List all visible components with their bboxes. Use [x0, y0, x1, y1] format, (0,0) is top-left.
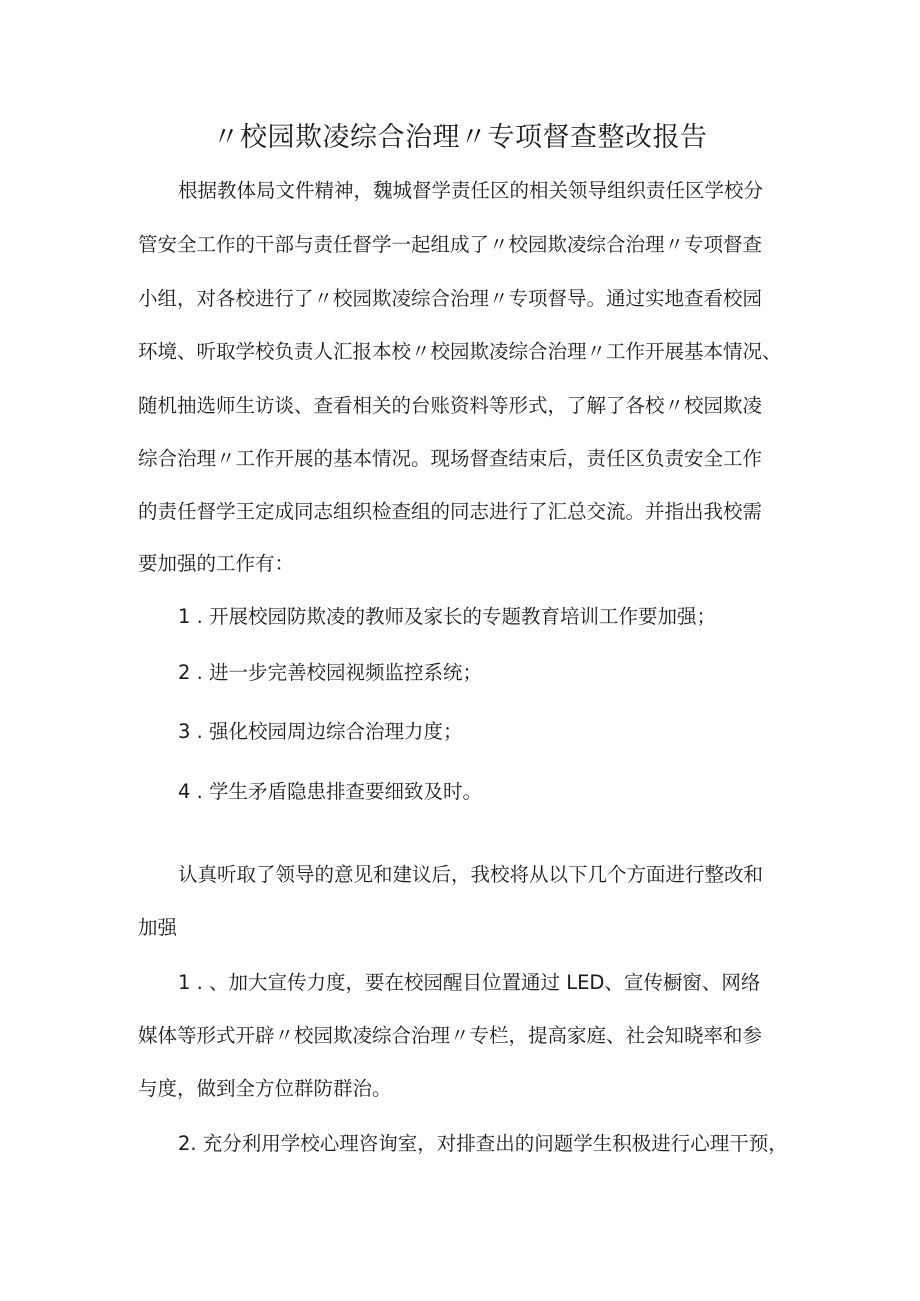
- intro-line: 综合治理〃工作开展的基本情况。现场督查结束后，责任区负责安全工作: [138, 447, 763, 470]
- issue-item: 1 . 开展校园防欺凌的教师及家长的专题教育培训工作要加强；: [178, 605, 717, 628]
- issue-item: 3 . 强化校园周边综合治理力度；: [178, 720, 463, 743]
- response-line: 加强: [138, 916, 178, 939]
- response-line: 认真听取了领导的意见和建议后，我校将从以下几个方面进行整改和: [178, 863, 764, 886]
- intro-line: 根据教体局文件精神，魏城督学责任区的相关领导组织责任区学校分: [178, 179, 764, 202]
- measure-line: 2. 充分利用学校心理咨询室，对排查出的问题学生积极进行心理干预，: [178, 1132, 788, 1155]
- intro-line: 随机抽选师生访谈、查看相关的台账资料等形式，了解了各校〃校园欺凌: [138, 394, 763, 417]
- intro-line: 环境、听取学校负责人汇报本校〃校园欺凌综合治理〃工作开展基本情况、: [138, 340, 782, 363]
- issue-item: 4 . 学生矛盾隐患排查要细致及时。: [178, 780, 483, 803]
- intro-line: 要加强的工作有：: [138, 552, 295, 575]
- issue-item: 2 . 进一步完善校园视频监控系统；: [178, 661, 483, 684]
- page-title: 〃校园欺凌综合治理〃专项督查整改报告: [212, 122, 708, 153]
- measure-line: 与度，做到全方位群防群治。: [138, 1077, 392, 1100]
- intro-line: 的责任督学王定成同志组织检查组的同志进行了汇总交流。并指出我校需: [138, 500, 763, 523]
- intro-line: 小组，对各校进行了〃校园欺凌综合治理〃专项督导。通过实地查看校园: [138, 287, 763, 310]
- measure-line: 媒体等形式开辟〃校园欺凌综合治理〃专栏，提高家庭、社会知晓率和参: [138, 1024, 763, 1047]
- measure-line: 1 . 、加大宣传力度，要在校园醒目位置通过 LED、宣传橱窗、网络: [178, 971, 761, 994]
- intro-line: 管安全工作的干部与责任督学一起组成了〃校园欺凌综合治理〃专项督查: [138, 233, 763, 256]
